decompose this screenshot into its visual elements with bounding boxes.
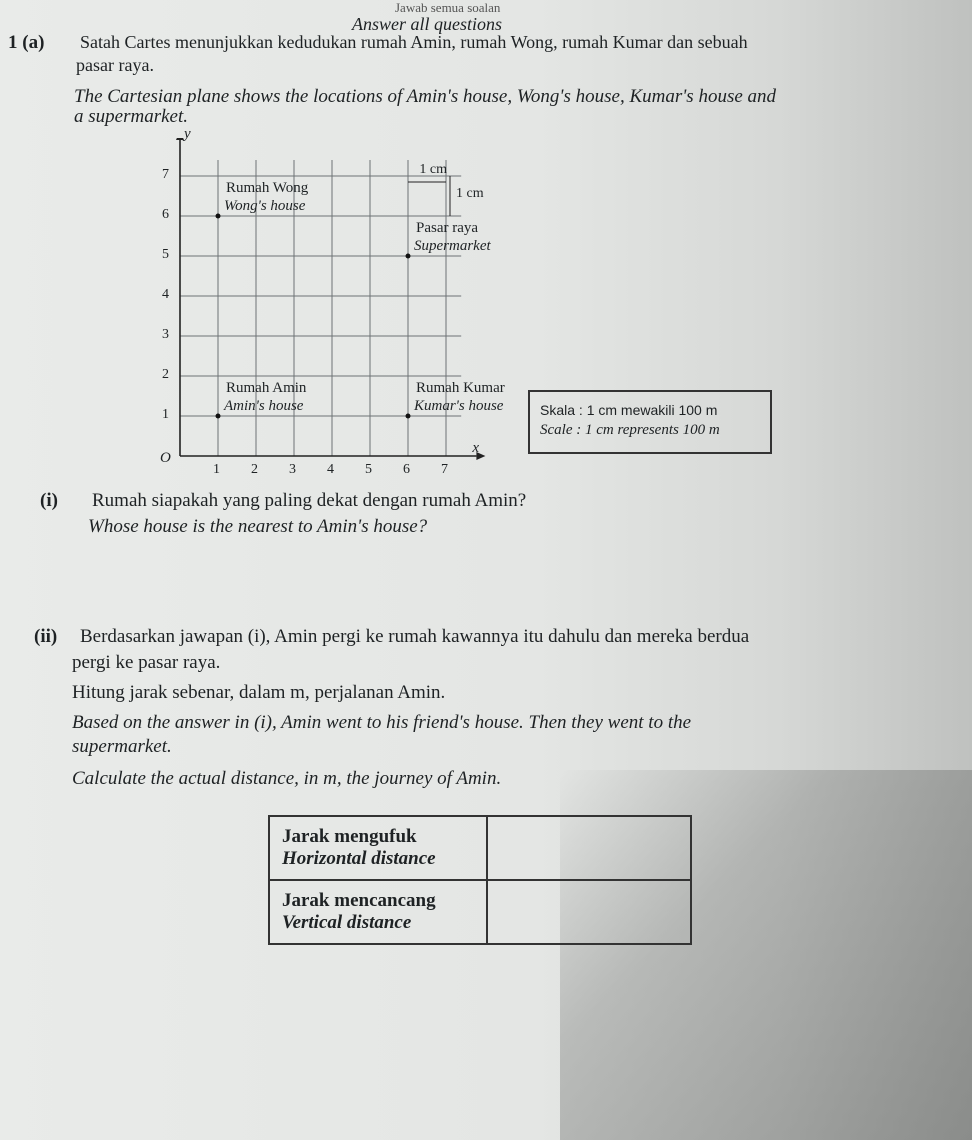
- location-label-en: Wong's house: [224, 198, 306, 214]
- horizontal-distance-answer[interactable]: [487, 816, 691, 880]
- location-point: [406, 254, 411, 259]
- y-tick-label: 7: [162, 167, 169, 182]
- y-tick-label: 6: [162, 207, 169, 222]
- location-point: [216, 414, 221, 419]
- location-label-en: Kumar's house: [414, 398, 504, 414]
- top-banner: Jawab semua soalan: [395, 0, 501, 15]
- vertical-distance-answer[interactable]: [487, 880, 691, 944]
- location-label-bm: Rumah Amin: [226, 380, 307, 396]
- question-number: 1 (a): [8, 32, 45, 53]
- x-tick-label: 5: [365, 462, 372, 477]
- scale-en: Scale : 1 cm represents 100 m: [540, 422, 720, 438]
- question-bm-line2: pasar raya.: [76, 55, 154, 75]
- location-label-en: Supermarket: [414, 238, 491, 254]
- vertical-distance-bm: Jarak mencancang: [282, 890, 436, 911]
- part-ii-bm-line1: Berdasarkan jawapan (i), Amin pergi ke rumah kawannya itu dahulu dan mereka berdua: [80, 626, 750, 647]
- x-tick-label: 3: [289, 462, 296, 477]
- part-ii-label: (ii): [34, 626, 58, 647]
- y-axis-label: y: [184, 126, 191, 142]
- y-tick-label: 2: [162, 367, 169, 382]
- instruction: Answer all questions: [352, 14, 503, 34]
- part-ii-bm-line2: pergi ke pasar raya.: [72, 652, 221, 673]
- part-ii-en-line1: Based on the answer in (i), Amin went to his friend's house. Then they went to the: [72, 712, 692, 733]
- question-bm-line1: Satah Cartes menunjukkan kedudukan rumah Amin, rumah Wong, rumah Kumar dan sebuah: [80, 32, 748, 52]
- y-tick-label: 4: [162, 287, 169, 302]
- scale-box: [528, 390, 772, 454]
- part-i-en: Whose house is the nearest to Amin's house?: [88, 516, 428, 537]
- location-label-bm: Rumah Wong: [226, 180, 309, 196]
- part-i-bm: Rumah siapakah yang paling dekat dengan rumah Amin?: [92, 490, 527, 511]
- answer-row-label: [269, 880, 487, 944]
- location-point: [216, 214, 221, 219]
- table-row: [269, 816, 691, 880]
- unit-label-vertical: 1 cm: [456, 186, 484, 201]
- vertical-distance-en: Vertical distance: [282, 912, 412, 933]
- location-label-bm: Rumah Kumar: [416, 380, 505, 396]
- x-tick-label: 4: [327, 462, 334, 477]
- scale-bm: Skala : 1 cm mewakili 100 m: [540, 402, 718, 418]
- location-point: [406, 414, 411, 419]
- table-row: [269, 880, 691, 944]
- x-tick-label: 1: [213, 462, 220, 477]
- location-label-en: Amin's house: [224, 398, 304, 414]
- y-tick-label: 5: [162, 247, 169, 262]
- question-en-line2: a supermarket.: [74, 106, 188, 127]
- origin-label: O: [160, 450, 171, 466]
- cartesian-plane: [140, 126, 520, 498]
- y-axis-arrow: [176, 138, 184, 140]
- part-ii-bm-line3: Hitung jarak sebenar, dalam m, perjalanan Amin.: [72, 682, 446, 703]
- x-tick-label: 6: [403, 462, 410, 477]
- x-tick-label: 2: [251, 462, 258, 477]
- answer-table: [268, 815, 692, 945]
- answer-row-label: [269, 816, 487, 880]
- y-tick-label: 1: [162, 407, 169, 422]
- location-label-bm: Pasar raya: [416, 220, 479, 236]
- x-axis-label: x: [472, 440, 480, 456]
- horizontal-distance-bm: Jarak mengufuk: [282, 826, 417, 847]
- part-i-label: (i): [40, 490, 58, 511]
- part-ii-en-line3: Calculate the actual distance, in m, the journey of Amin.: [72, 768, 502, 789]
- y-tick-label: 3: [162, 327, 169, 342]
- x-tick-label: 7: [441, 462, 448, 477]
- question-en-line1: The Cartesian plane shows the locations of Amin's house, Wong's house, Kumar's house and: [74, 86, 777, 107]
- unit-label-horizontal: 1 cm: [419, 162, 447, 177]
- horizontal-distance-en: Horizontal distance: [282, 848, 436, 869]
- part-ii-en-line2: supermarket.: [72, 736, 172, 757]
